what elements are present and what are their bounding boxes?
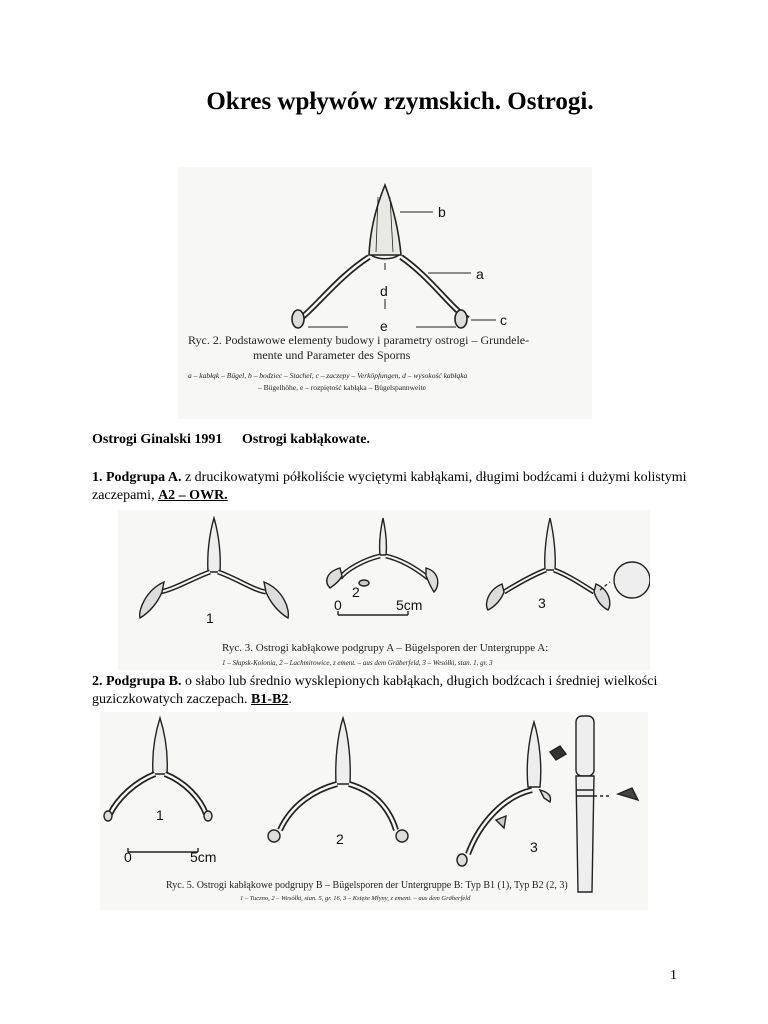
group-b-number: 2. Podgrupa B. [92,674,182,689]
fig5-caption-2: 1 – Tuczno, 2 – Wesółki, stan. 5, gr. 16, 3 – Księże Młyny, z ement. – aus dem Gräberfeld [240,895,471,902]
fig3-scale-start: 0 [334,597,342,613]
label-e: e [380,318,388,334]
page-number: 1 [670,968,677,983]
subhead-type: Ostrogi kabłąkowate. [241,432,371,447]
fig3-scale-end: 5cm [396,597,423,613]
fig5-label-3: 3 [530,839,538,855]
fig1-caption-2: mente und Parameter des Sporns [253,348,411,362]
fig1-caption-4: – Bügelhöhe, e – rozpiętość kabłąka – Bügelspannweite [258,383,426,392]
subhead-source: Ostrogi Ginalski 1991 [92,432,223,447]
fig5-scale-end: 5cm [190,849,217,865]
fig5-label-2: 2 [336,831,344,847]
fig5-caption-1: Ryc. 5. Ostrogi kabłąkowe podgrupy B – Bügelsporen der Untergruppe B: Typ B1 (1), Typ B2 (2, 3) [166,880,568,891]
label-d: d [380,283,388,299]
figure-spur-elements [178,167,592,419]
label-b: b [438,204,446,220]
spur-hook-left [292,310,304,328]
group-b-end: . [288,692,292,707]
spur-hook-right [455,310,467,328]
label-a: a [476,266,484,282]
spur-goad [369,185,401,255]
group-a-text: z drucikowatymi półkoliście wyciętymi kabłąkami, długimi bodźcami i dużymi kolistymi zaczepami, [92,470,687,503]
group-a-number: 1. Podgrupa A. [92,470,182,485]
group-a-code: A2 – OWR. [158,488,228,503]
paragraph-group-b [92,673,692,709]
fig1-caption-1: Ryc. 2. Podstawowe elementy budowy i parametry ostrogi – Grundele- [188,333,530,347]
paragraph-group-a [92,469,692,505]
fig5-label-1: 1 [156,807,164,823]
figure-group-a [118,510,650,670]
fig3-label-1: 1 [206,610,214,626]
fig3-caption-2: 1 – Słupsk-Kolonia, 2 – Lachmirowice, z ement. – aus dem Gräberfeld, 3 – Wesółki, stan. 1, gr. 3 [222,659,493,667]
fig5-scale-start: 0 [124,849,132,865]
label-c: c [500,312,507,328]
group-b-code: B1-B2 [250,692,289,707]
figure-group-b [100,712,648,910]
section-subheading [92,432,386,448]
fig1-caption-3: a – kabłąk – Bügel, b – bodziec – Stachel, c – zaczepy – Verköpfungen, d – wysokość kabłąka [188,371,468,380]
fig3-label-2: 2 [352,584,360,600]
page-title: Okres wpływów rzymskich. Ostrogi. [206,88,594,115]
fig3-caption-1: Ryc. 3. Ostrogi kabłąkowe podgrupy A – Bügelsporen der Untergruppe A: [222,642,549,654]
fig3-label-3: 3 [538,595,546,611]
group-b-text: o słabo lub średnio wysklepionych kabłąkach, długich bodźcach i średniej wielkości guziczkowatych zaczepach. [92,674,658,707]
